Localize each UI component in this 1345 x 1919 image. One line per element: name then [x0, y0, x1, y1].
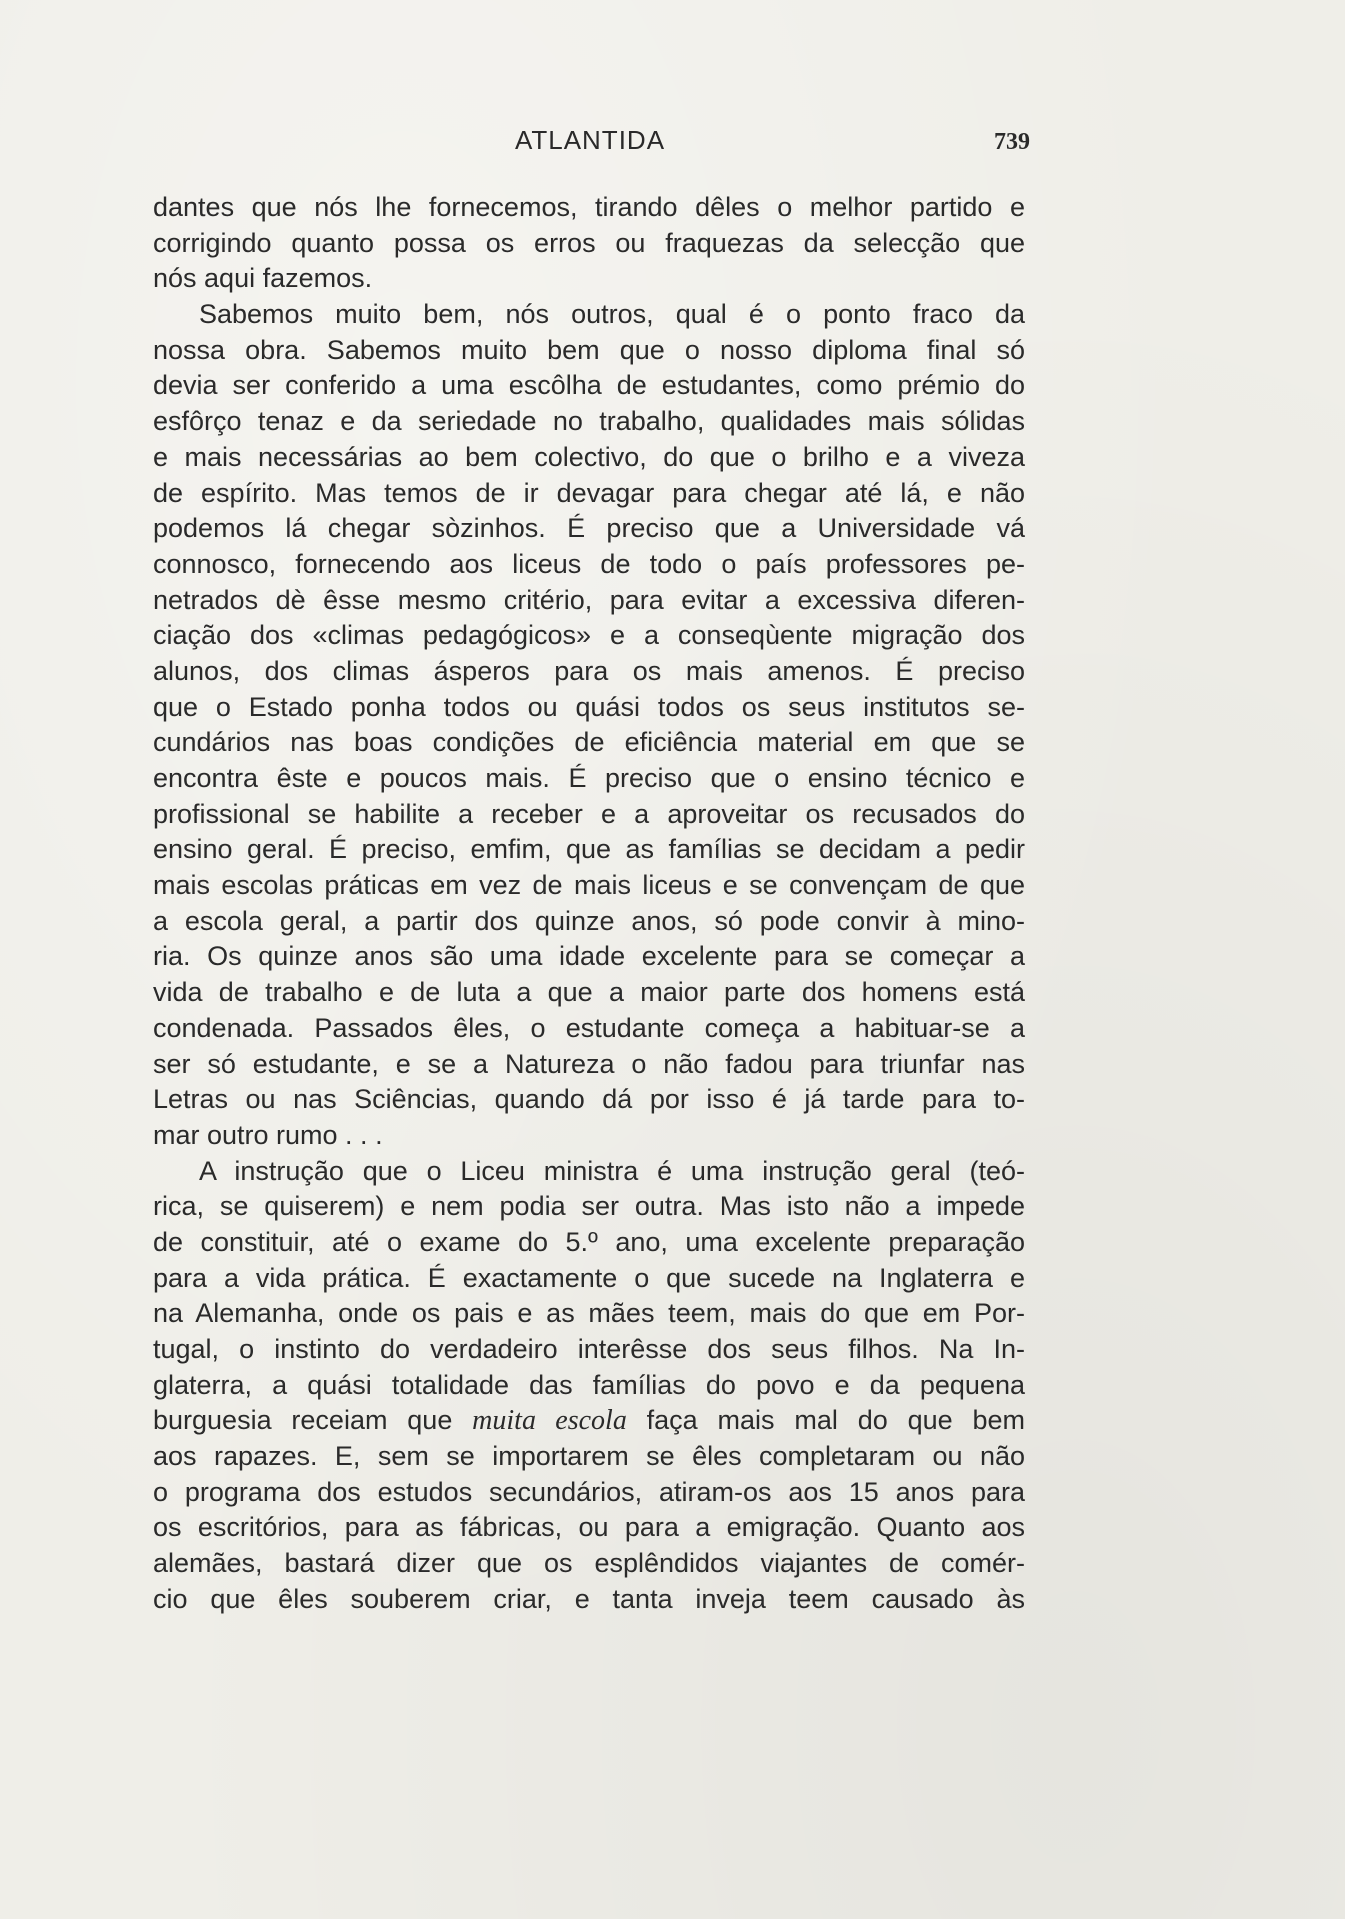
text-line: mais escolas práticas em vez de mais liceus e se convençam de que: [153, 870, 1025, 901]
text-line: profissional se habilite a receber e a aproveitar os recusados do: [153, 798, 1025, 829]
text-line: de constituir, até o exame do 5.º ano, uma excelente preparação: [153, 1226, 1025, 1257]
text-segment: faça mais mal do que bem: [626, 1405, 1025, 1436]
text-line: tugal, o instinto do verdadeiro interêsse dos seus filhos. Na In-: [153, 1334, 1025, 1364]
text-line: corrigindo quanto possa os erros ou fraquezas da selecção que: [153, 227, 1025, 258]
text-line: os escritórios, para as fábricas, ou para a emigração. Quanto aos: [153, 1512, 1025, 1543]
text-line: esfôrço tenaz e da seriedade no trabalho, qualidades mais sólidas: [153, 406, 1025, 437]
text-line: vida de trabalho e de luta a que a maior parte dos homens está: [153, 977, 1025, 1008]
running-title: ATLANTIDA: [514, 125, 666, 155]
text-line: na Alemanha, onde os pais e as mães teem, mais do que em Por-: [153, 1298, 1025, 1329]
italic-phrase: muita escola: [472, 1405, 627, 1437]
text-line: mar outro rumo . . .: [153, 1119, 383, 1150]
text-line: Letras ou nas Sciências, quando dá por isso é já tarde para to-: [153, 1084, 1025, 1115]
text-line: ciação dos «climas pedagógicos» e a conseqùente migração dos: [153, 620, 1025, 651]
text-line: que o Estado ponha todos ou quási todos os seus institutos se-: [153, 691, 1025, 722]
text-line: de espírito. Mas temos de ir devagar para chegar até lá, e não: [153, 477, 1025, 508]
text-line: devia ser conferido a uma escôlha de estudantes, como prémio do: [153, 370, 1025, 401]
text-line: a escola geral, a partir dos quinze anos, só pode convir à mino-: [153, 905, 1025, 936]
text-line: alunos, dos climas ásperos para os mais amenos. É preciso: [153, 655, 1025, 686]
text-line: ser só estudante, e se a Natureza o não fadou para triunfar nas: [153, 1048, 1025, 1079]
text-line: e mais necessárias ao bem colectivo, do que o brilho e a viveza: [153, 441, 1025, 472]
text-line: netrados dè êsse mesmo critério, para evitar a excessiva diferen-: [153, 584, 1025, 615]
text-line: ensino geral. É preciso, emfim, que as famílias se decidam a pedir: [153, 834, 1025, 865]
text-line: aos rapazes. E, sem se importarem se êles completaram ou não: [153, 1441, 1025, 1472]
text-line: podemos lá chegar sòzinhos. É preciso que a Universidade vá: [153, 513, 1025, 544]
body-text: [153, 190, 1025, 1618]
text-line: A instrução que o Liceu ministra é uma instrução geral (teó-: [199, 1155, 1025, 1186]
text-line: [153, 1403, 1025, 1439]
running-head: [150, 125, 1030, 159]
text-line: rica, se quiserem) e nem podia ser outra. Mas isto não a impede: [153, 1191, 1025, 1222]
text-line: para a vida prática. É exactamente o que sucede na Inglaterra e: [153, 1262, 1025, 1293]
text-line: dantes que nós lhe fornecemos, tirando dêles o melhor partido e: [153, 192, 1025, 222]
text-line: cundários nas boas condições de eficiência material em que se: [153, 727, 1025, 758]
text-line: nós aqui fazemos.: [153, 263, 373, 294]
text-line: cio que êles souberem criar, e tanta inveja teem causado às: [153, 1583, 1025, 1614]
text-line: condenada. Passados êles, o estudante começa a habituar-se a: [153, 1012, 1025, 1043]
text-line: Sabemos muito bem, nós outros, qual é o ponto fraco da: [199, 299, 1025, 330]
text-line: nossa obra. Sabemos muito bem que o nosso diploma final só: [153, 334, 1025, 365]
text-line: o programa dos estudos secundários, atiram-os aos 15 anos para: [153, 1476, 1025, 1507]
text-segment: burguesia receiam que: [153, 1405, 473, 1436]
text-line: ria. Os quinze anos são uma idade excelente para se começar a: [153, 941, 1025, 972]
text-line: alemães, bastará dizer que os esplêndidos viajantes de comér-: [153, 1548, 1025, 1579]
page-number: 739: [994, 129, 1030, 155]
text-line: connosco, fornecendo aos liceus de todo o país professores pe-: [153, 548, 1025, 579]
text-line: encontra êste e poucos mais. É preciso que o ensino técnico e: [153, 763, 1025, 793]
text-line: glaterra, a quási totalidade das famílias do povo e da pequena: [153, 1369, 1025, 1400]
